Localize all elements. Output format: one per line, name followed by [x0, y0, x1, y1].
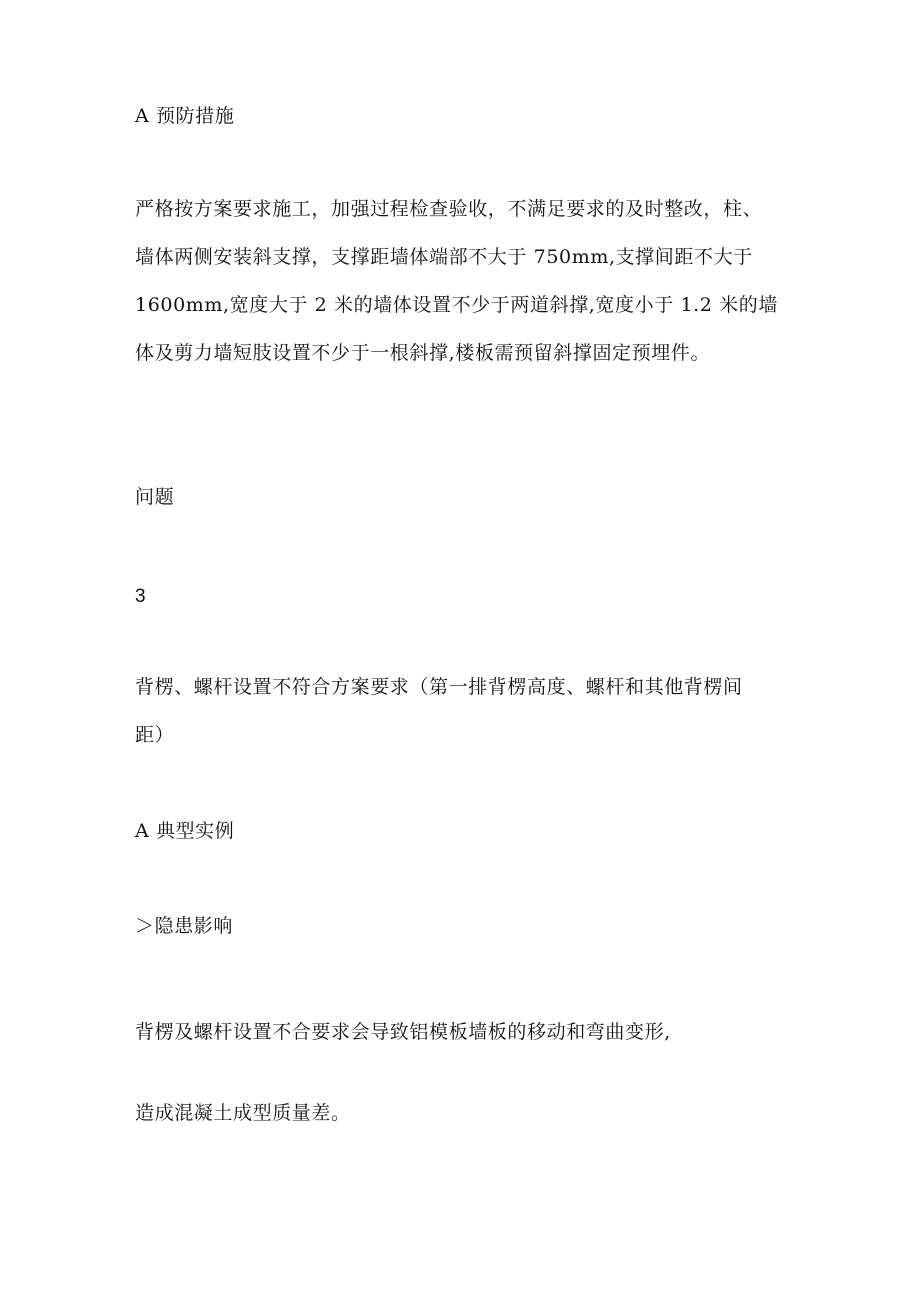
example-heading: A 典型实例 [135, 820, 235, 842]
problem-line-2: 距） [135, 724, 175, 746]
prevention-line-2: 墙体两侧安装斜支撑，支撑距墙体端部不大于 750mm,支撑间距不大于 [135, 246, 753, 268]
prevention-line-1: 严格按方案要求施工，加强过程检查验收，不满足要求的及时整改，柱、 [135, 198, 763, 220]
prevention-heading: A 预防措施 [135, 105, 235, 127]
problem-number: 3 [135, 586, 147, 607]
prevention-line-3: 1600mm,宽度大于 2 米的墙体设置不少于两道斜撑,宽度小于 1.2 米的墙 [135, 294, 778, 316]
hazard-line-2: 造成混凝土成型质量差。 [135, 1102, 351, 1124]
hazard-heading: ＞隐患影响 [135, 915, 234, 937]
hazard-line-1: 背楞及螺杆设置不合要求会导致铝模板墙板的移动和弯曲变形, [135, 1021, 671, 1043]
prevention-line-4: 体及剪力墙短肢设置不少于一根斜撑,楼板需预留斜撑固定预埋件。 [135, 342, 711, 364]
problem-label: 问题 [135, 486, 175, 508]
problem-line-1: 背楞、螺杆设置不符合方案要求（第一排背楞高度、螺杆和其他背楞间 [135, 676, 743, 698]
